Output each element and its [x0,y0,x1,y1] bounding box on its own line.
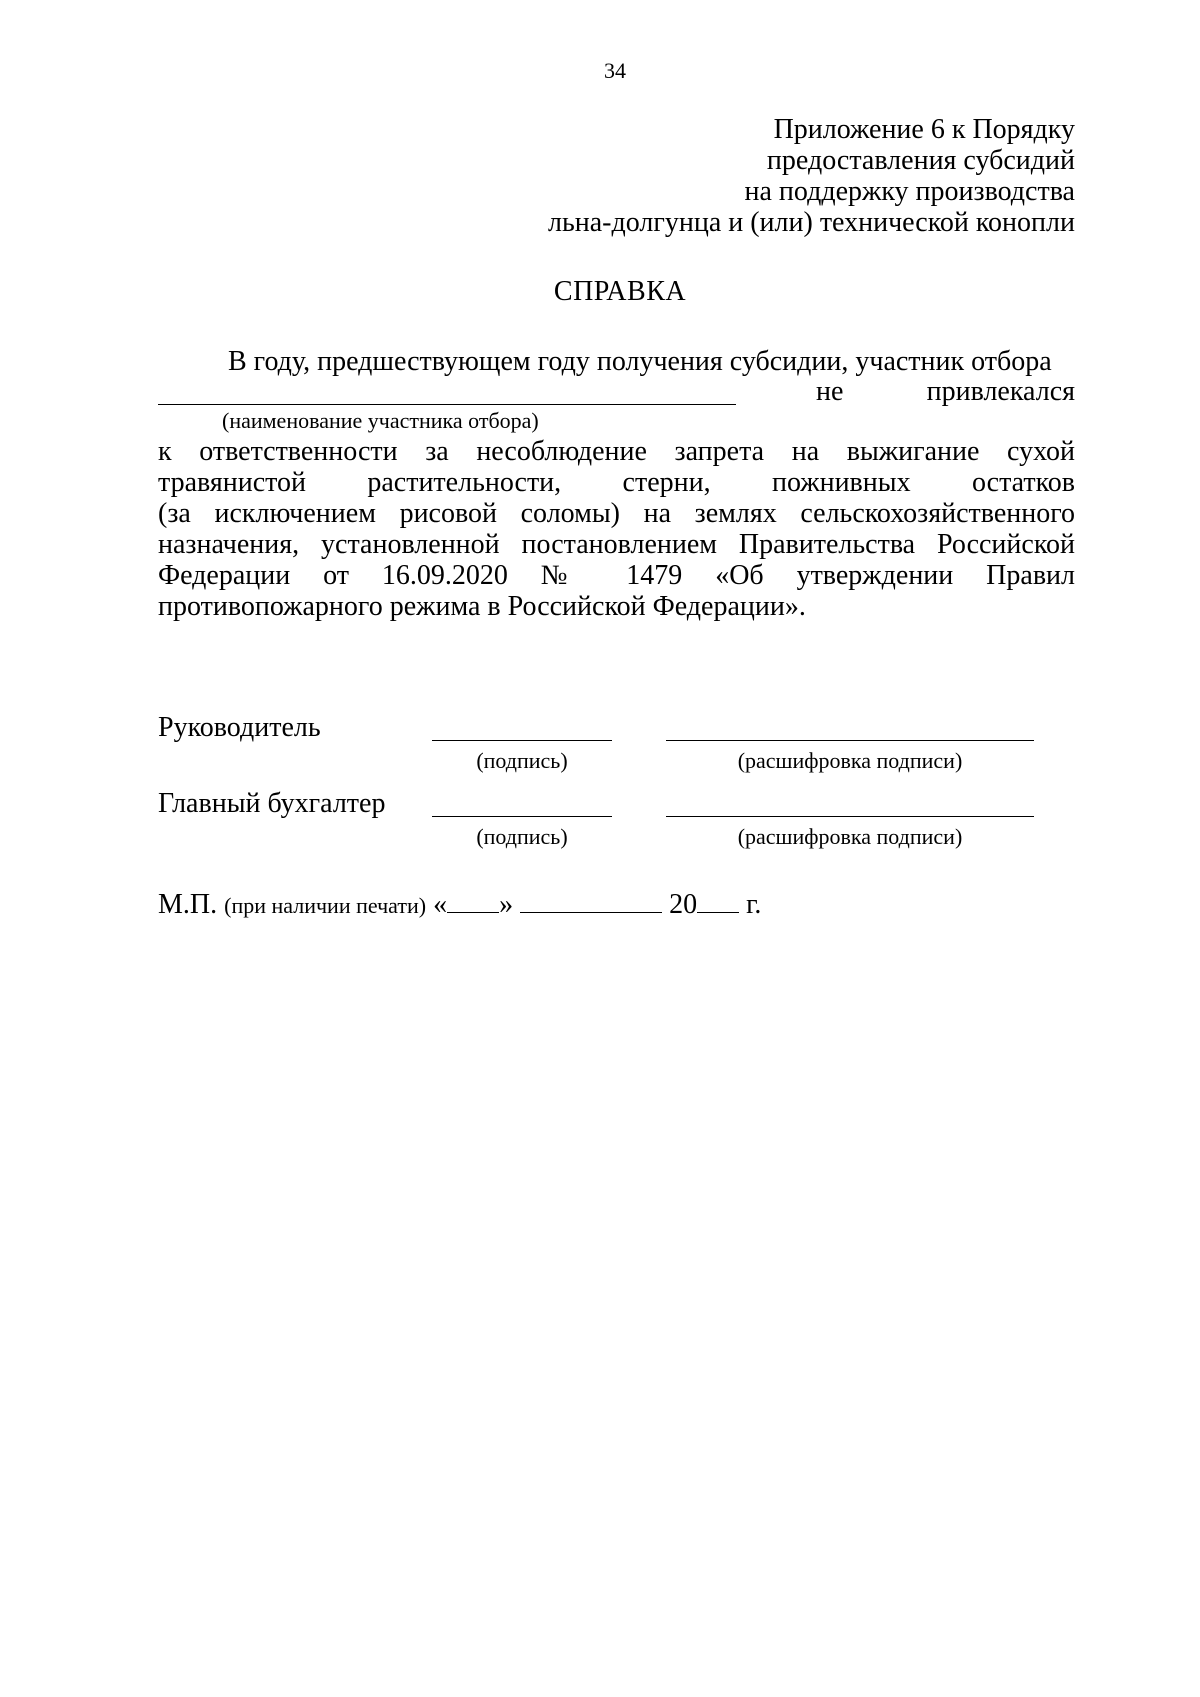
month-blank[interactable] [520,888,662,913]
head-decryption-caption: (расшифровка подписи) [737,748,963,773]
seal-date-row [158,888,761,921]
main-paragraph [158,436,1075,622]
main-line-1: к ответственности за несоблюдение запрета на выжигание сухой [158,436,1075,467]
appendix-line-4: льна-долгунца и (или) технической конопли [548,207,1075,238]
mp-label: М.П. [158,889,218,920]
participant-name-blank[interactable] [158,404,736,405]
accountant-signature-blank[interactable] [432,816,612,817]
accountant-decryption-blank[interactable] [666,816,1034,817]
appendix-header [548,114,1075,238]
close-quote: » [499,889,514,920]
open-quote: « [433,889,448,920]
head-label: Руководитель [158,712,321,743]
head-signature-caption: (подпись) [476,748,568,773]
seal-note: (при наличии печати) [224,893,427,918]
appendix-line-2: предоставления субсидий [766,145,1075,176]
accountant-decryption-caption: (расшифровка подписи) [737,824,963,849]
document-title: СПРАВКА [553,276,687,307]
participant-name-caption: (наименование участника отбора) [222,408,539,433]
ne-word: не [816,376,844,407]
main-line-6: противопожарного режима в Российской Федерации». [158,591,806,622]
year-prefix: 20 [669,889,698,920]
year-suffix: г. [746,889,762,920]
head-signature-blank[interactable] [432,740,612,741]
accountant-label: Главный бухгалтер [158,788,386,819]
intro-paragraph: В году, предшествующем году получения субсидии, участник отбора [228,346,1052,377]
main-line-3: (за исключением рисовой соломы) на землях сельскохозяйственного [158,498,1075,529]
main-line-4: назначения, установленной постановлением Правительства Российской [158,529,1075,560]
main-line-5: Федерации от 16.09.2020 № 1479 «Об утверждении Правил [158,560,1075,591]
head-decryption-blank[interactable] [666,740,1034,741]
day-blank[interactable] [447,888,499,913]
year-blank[interactable] [697,888,739,913]
appendix-line-3: на поддержку производства [744,176,1075,207]
participant-name-row [158,376,1075,410]
main-line-2: травянистой растительности, стерни, пожнивных остатков [158,467,1075,498]
page-number: 34 [604,58,626,83]
accountant-signature-caption: (подпись) [476,824,568,849]
appendix-line-1: Приложение 6 к Порядку [773,114,1075,145]
privlek-word: привлекался [926,376,1075,407]
